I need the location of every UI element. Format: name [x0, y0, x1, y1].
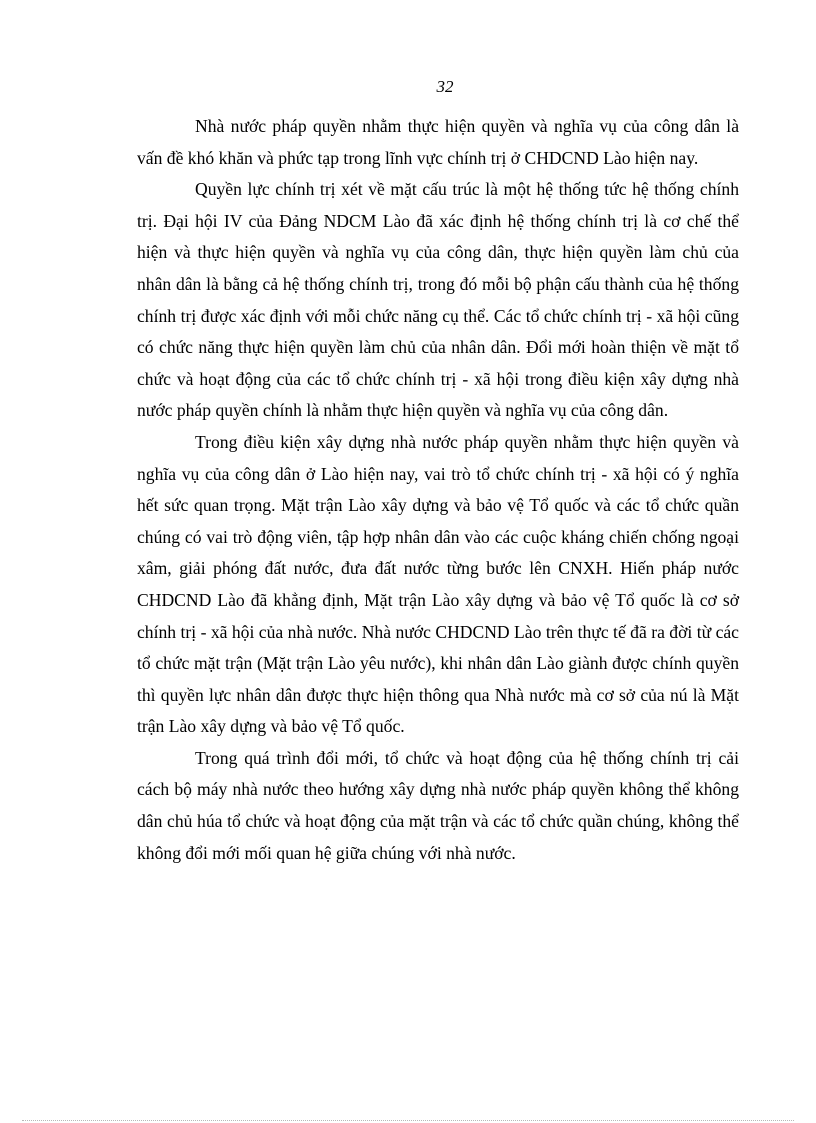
page-number: 32 — [436, 77, 454, 96]
paragraph-1: Nhà nước pháp quyền nhằm thực hiện quyền và nghĩa vụ của công dân là vấn đề khó khăn và phức tạp trong lĩnh vực chính trị ở CHDCND Lào hiện nay. — [137, 116, 739, 168]
paragraph-2: Quyền lực chính trị xét về mặt cấu trúc là một hệ thống tức hệ thống chính trị. Đại hội IV của Đảng NDCM Lào đã xác định hệ thống chính trị là cơ chế thể hiện và thực hiện quyền và nghĩa vụ của công dân, thực hiện quyền làm chủ của nhân dân là bằng cả hệ thống chính trị, trong đó mỗi bộ phận cấu thành của hệ thống chính trị được xác định với mỗi chức năng cụ thể. Các tổ chức chính trị - xã hội cũng có chức năng thực hiện quyền làm chủ của nhân dân. Đổi mới hoàn thiện về mặt tổ chức và hoạt động của các tổ chức chính trị - xã hội trong điều kiện xây dựng nhà nước pháp quyền chính là nhằm thực hiện quyền và nghĩa vụ của công dân. — [137, 179, 739, 421]
body-text — [137, 111, 739, 869]
page-bottom-dotted-rule — [22, 1120, 794, 1121]
paragraph-3: Trong điều kiện xây dựng nhà nước pháp quyền nhằm thực hiện quyền và nghĩa vụ của công dân ở Lào hiện nay, vai trò tổ chức chính trị - xã hội có ý nghĩa hết sức quan trọng. Mặt trận Lào xây dựng và bảo vệ Tổ quốc và các tổ chức quần chúng có vai trò động viên, tập hợp nhân dân vào các cuộc kháng chiến chống ngoại xâm, giải phóng đất nước, đưa đất nước từng bước lên CNXH. Hiến pháp nước CHDCND Lào đã khẳng định, Mặt trận Lào xây dựng và bảo vệ Tổ quốc là cơ sở chính trị - xã hội của nhà nước. Nhà nước CHDCND Lào trên thực tế đã ra đời từ các tổ chức mặt trận (Mặt trận Lào yêu nước), khi nhân dân Lào giành được chính quyền thì quyền lực nhân dân được thực hiện thông qua Nhà nước mà cơ sở của nú là Mặt trận Lào xây dựng và bảo vệ Tổ quốc. — [137, 431, 739, 737]
paragraph-4: Trong quá trình đổi mới, tổ chức và hoạt động của hệ thống chính trị cải cách bộ máy nhà nước theo hướng xây dựng nhà nước pháp quyền không thể không dân chủ húa tổ chức và hoạt động của mặt trận và các tổ chức quần chúng, không thể không đổi mới mối quan hệ giữa chúng với nhà nước. — [137, 747, 739, 863]
